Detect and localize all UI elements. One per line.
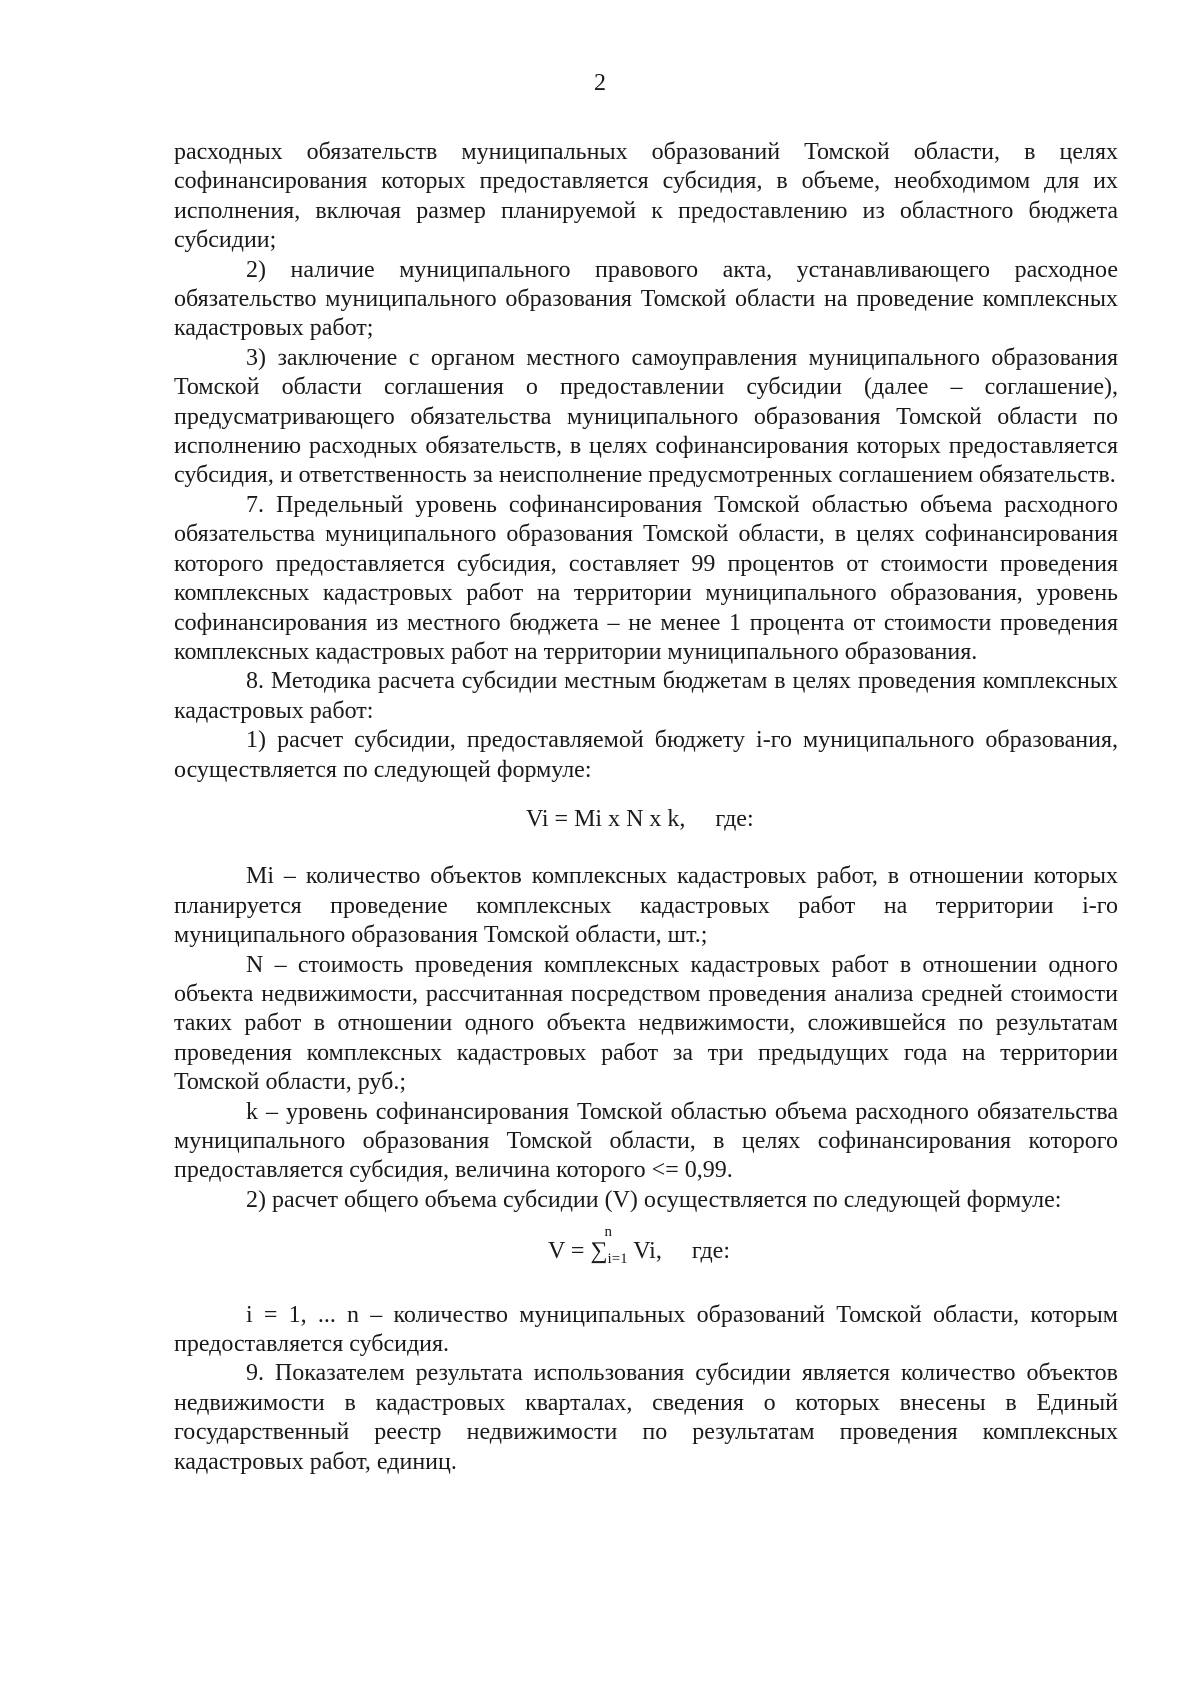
paragraph-section-8: 8. Методика расчета субсидии местным бюджетам в целях проведения комплексных кадастровых работ: <box>174 668 1118 724</box>
paragraph-item-3: 3) заключение с органом местного самоуправления муниципального образования Томской области соглашения о предоставлении субсидии (далее – соглашение), предусматривающего обязательства муниципального образования Томской области по исполнению расходных обязательств, в целях софинансирования которых предоставляется субсидия, и ответственность за неисполнение предусмотренных соглашением обязательств. <box>174 344 1118 489</box>
document-body <box>174 138 1118 1477</box>
formula-v-sum <box>174 1224 1118 1274</box>
sigma-lower-limit: i=1 <box>607 1251 628 1268</box>
paragraph-k-definition: k – уровень софинансирования Томской областью объема расходного обязательства муниципального образования Томской области, в целях софинансирования которого предоставляется субсидия, величина которого <= 0,99. <box>174 1098 1118 1184</box>
paragraph-n-definition: N – стоимость проведения комплексных кадастровых работ в отношении одного объекта недвижимости, рассчитанная посредством проведения анализа средней стоимости таких работ в отношении одного объекта недвижимости, сложившейся по результатам проведения комплексных кадастровых работ за три предыдущих года на территории Томской области, руб.; <box>174 951 1118 1096</box>
paragraph-section-9: 9. Показателем результата использования субсидии является количество объектов недвижимости в кадастровых кварталах, сведения о которых внесены в Единый государственный реестр недвижимости по результатам проведения комплексных кадастровых работ, единиц. <box>174 1360 1118 1475</box>
formula-vi: Vi = Mi x N x k, где: <box>526 805 754 832</box>
sigma-symbol: ∑ <box>590 1238 608 1265</box>
paragraph-item-2: 2) наличие муниципального правового акта, устанавливающего расходное обязательство муниципального образования Томской области на проведение комплексных кадастровых работ; <box>174 256 1118 342</box>
page-number: 2 <box>594 70 606 96</box>
sigma-symbol-group <box>590 1224 628 1274</box>
formula-v-lhs: V = <box>548 1238 591 1265</box>
paragraph-item-2-calc: 2) расчет общего объема субсидии (V) осуществляется по следующей формуле: <box>246 1186 1062 1213</box>
paragraph-i-definition: i = 1, ... n – количество муниципальных образований Томской области, которым предоставляется субсидия. <box>174 1301 1118 1358</box>
paragraph-continuation: расходных обязательств муниципальных образований Томской области, в целях софинансирования которых предоставляется субсидия, в объеме, необходимом для их исполнения, включая размер планируемой к предоставлению из областного бюджета субсидии; <box>174 139 1118 254</box>
paragraph-section-7: 7. Предельный уровень софинансирования Томской областью объема расходного обязательства муниципального образования Томской области, в целях софинансирования которого предоставляется субсидия, составляет 99 процентов от стоимости проведения комплексных кадастровых работ на территории муниципального образования, уровень софинансирования из местного бюджета – не менее 1 процента от стоимости проведения комплексных кадастровых работ на территории муниципального образования. <box>174 491 1118 665</box>
sigma-upper-limit: n <box>604 1224 612 1241</box>
paragraph-mi-definition: Mi – количество объектов комплексных кадастровых работ, в отношении которых планируется проведение комплексных кадастровых работ на территории i-го муниципального образования Томской области, шт.; <box>174 863 1118 949</box>
formula-v-rhs: Vi, где: <box>627 1238 730 1265</box>
paragraph-item-1-calc: 1) расчет субсидии, предоставляемой бюджету i-го муниципального образования, осуществляется по следующей формуле: <box>174 727 1118 783</box>
